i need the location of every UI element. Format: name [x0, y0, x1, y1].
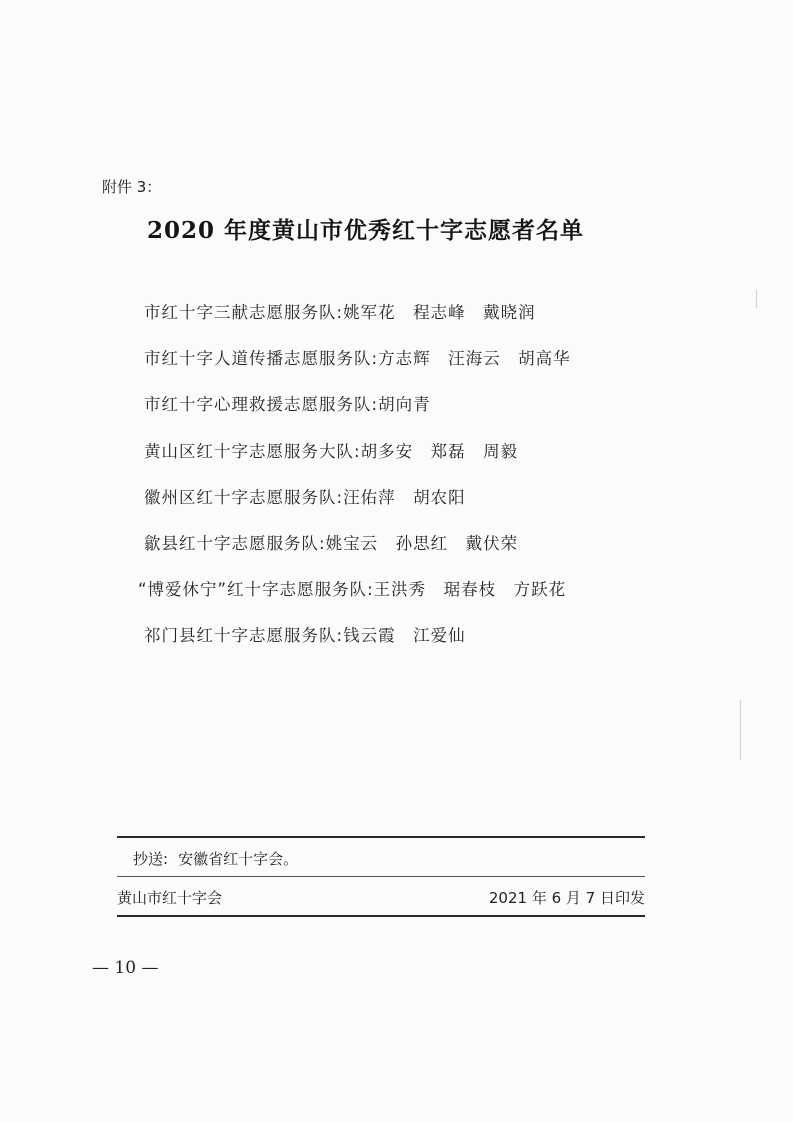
list-item: [144, 483, 571, 529]
list-item: [144, 529, 571, 575]
team-name: 市红十字人道传播志愿服务队:: [144, 349, 379, 369]
team-members: 方志辉 汪海云 胡高华: [378, 349, 571, 369]
team-name: 歙县红十字志愿服务队:: [144, 533, 326, 553]
footer-bottom-rule: [117, 915, 645, 917]
list-item: [144, 298, 571, 344]
cc-line: [133, 848, 298, 869]
team-members: 胡向青: [378, 395, 431, 415]
issue-date: 2021 年 6 月 7 日印发: [488, 889, 645, 907]
list-item: [144, 437, 571, 483]
list-item: [144, 344, 571, 390]
list-item: [138, 575, 571, 621]
issuer: 黄山市红十字会: [117, 889, 223, 907]
team-members: 钱云霞 江爱仙: [343, 626, 466, 646]
team-name: 徽州区红十字志愿服务队:: [144, 487, 344, 507]
list-item: [144, 621, 571, 667]
footer-middle-rule: [117, 876, 645, 877]
team-members: 王洪秀 琚春枝 方跃花: [373, 580, 567, 600]
cc-label: 抄送:: [133, 850, 169, 868]
team-members: 胡多安 郑磊 周毅: [360, 441, 519, 461]
list-item: [144, 390, 571, 436]
volunteer-list: [138, 298, 571, 668]
team-members: 姚军花 程志峰 戴晓润: [343, 303, 536, 322]
page-number: — 10 —: [92, 958, 159, 978]
team-name: 祁门县红十字志愿服务队:: [144, 626, 344, 646]
scan-artifact: [740, 700, 741, 760]
team-name: 黄山区红十字志愿服务大队:: [144, 441, 361, 461]
team-name: 市红十字心理救援志愿服务队:: [144, 395, 379, 415]
footer-top-rule: [117, 836, 645, 838]
team-name: 市红十字三献志愿服务队:: [144, 303, 344, 322]
cc-recipient: 安徽省红十字会。: [178, 850, 299, 868]
attachment-label: 附件 3：: [102, 178, 162, 196]
team-members: 汪佑萍 胡农阳: [343, 487, 466, 507]
team-members: 姚宝云 孙思红 戴伏荣: [325, 533, 519, 553]
document-title: 2020 年度黄山市优秀红十字志愿者名单: [147, 217, 585, 244]
team-name: “博爱休宁”红十字志愿服务队:: [138, 580, 374, 600]
scan-artifact: [756, 290, 757, 308]
